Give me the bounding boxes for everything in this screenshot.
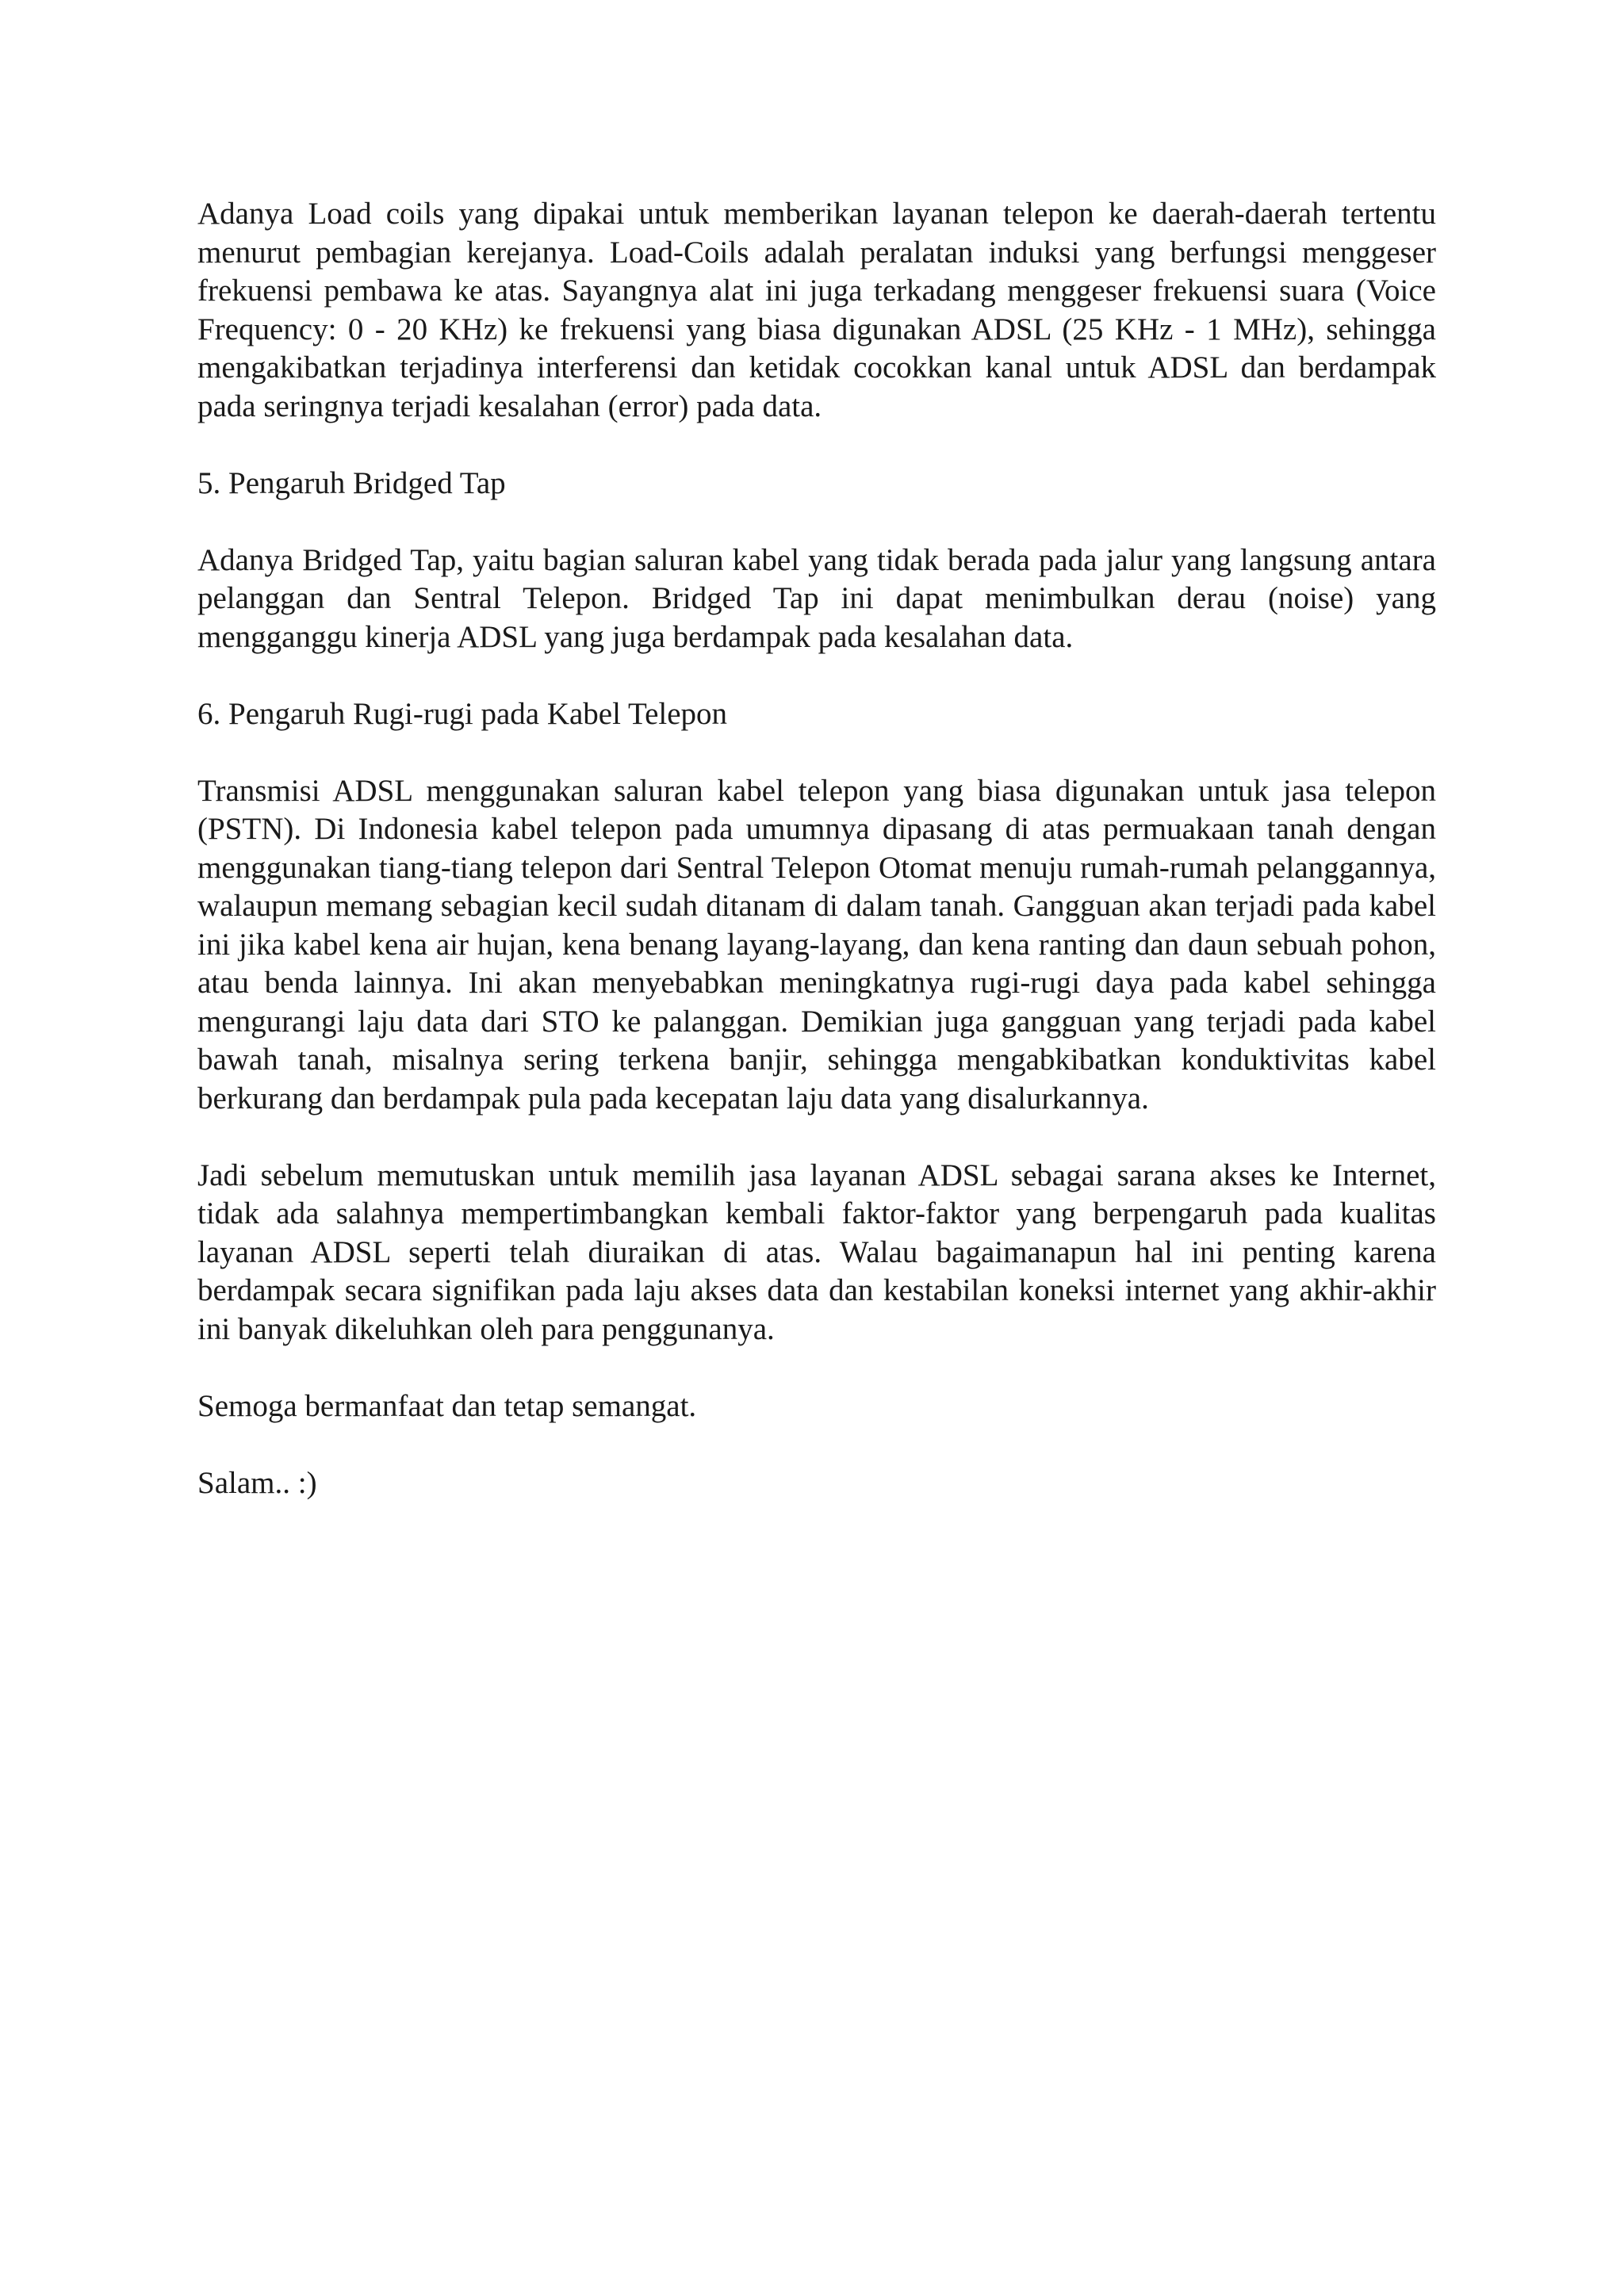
- paragraph-bridged-tap: Adanya Bridged Tap, yaitu bagian saluran kabel yang tidak berada pada jalur yang langsung antara pelanggan dan Sentral Telepon. Bridged Tap ini dapat menimbulkan derau (noise) yang mengganggu kinerja ADSL yang juga berdampak pada kesalahan data.: [197, 542, 1436, 654]
- paragraph-load-coils: Adanya Load coils yang dipakai untuk memberikan layanan telepon ke daerah-daerah tertentu menurut pembagian kerejanya. Load-Coils adalah peralatan induksi yang berfungsi menggeser frekuensi pembawa ke atas. Sayangnya alat ini juga terkadang menggeser frekuensi suara (Voice Frequency: 0 - 20 KHz) ke frekuensi yang biasa digunakan ADSL (25 KHz - 1 MHz), sehingga mengakibatkan terjadinya interferensi dan ketidak cocokkan kanal untuk ADSL dan berdampak pada seringnya terjadi kesalahan (error) pada data.: [197, 197, 1436, 423]
- document-page: [197, 195, 1436, 1541]
- sign-off: Salam.. :): [197, 1465, 317, 1500]
- closing-line: Semoga bermanfaat dan tetap semangat.: [197, 1388, 697, 1423]
- section-heading-rugi-rugi: 6. Pengaruh Rugi-rugi pada Kabel Telepon: [197, 696, 728, 731]
- section-heading-bridged-tap: 5. Pengaruh Bridged Tap: [197, 465, 506, 500]
- paragraph-conclusion: Jadi sebelum memutuskan untuk memilih jasa layanan ADSL sebagai sarana akses ke Internet, tidak ada salahnya mempertimbangkan kembali faktor-faktor yang berpengaruh pada kualitas layanan ADSL seperti telah diuraikan di atas. Walau bagaimanapun hal ini penting karena berdampak secara signifikan pada laju akses data dan kestabilan koneksi internet yang akhir-akhir ini banyak dikeluhkan oleh para penggunanya.: [197, 1158, 1436, 1346]
- paragraph-rugi-rugi: Transmisi ADSL menggunakan saluran kabel telepon yang biasa digunakan untuk jasa telepon (PSTN). Di Indonesia kabel telepon pada umumnya dipasang di atas permuakaan tanah dengan menggunakan tiang-tiang telepon dari Sentral Telepon Otomat menuju rumah-rumah pelanggannya, walaupun memang sebagian kecil sudah ditanam di dalam tanah. Gangguan akan terjadi pada kabel ini jika kabel kena air hujan, kena benang layang-layang, dan kena ranting dan daun sebuah pohon, atau benda lainnya. Ini akan menyebabkan meningkatnya rugi-rugi daya pada kabel sehingga mengurangi laju data dari STO ke palanggan. Demikian juga gangguan yang terjadi pada kabel bawah tanah, misalnya sering terkena banjir, sehingga mengabkibatkan konduktivitas kabel berkurang dan berdampak pula pada kecepatan laju data yang disalurkannya.: [197, 773, 1436, 1115]
